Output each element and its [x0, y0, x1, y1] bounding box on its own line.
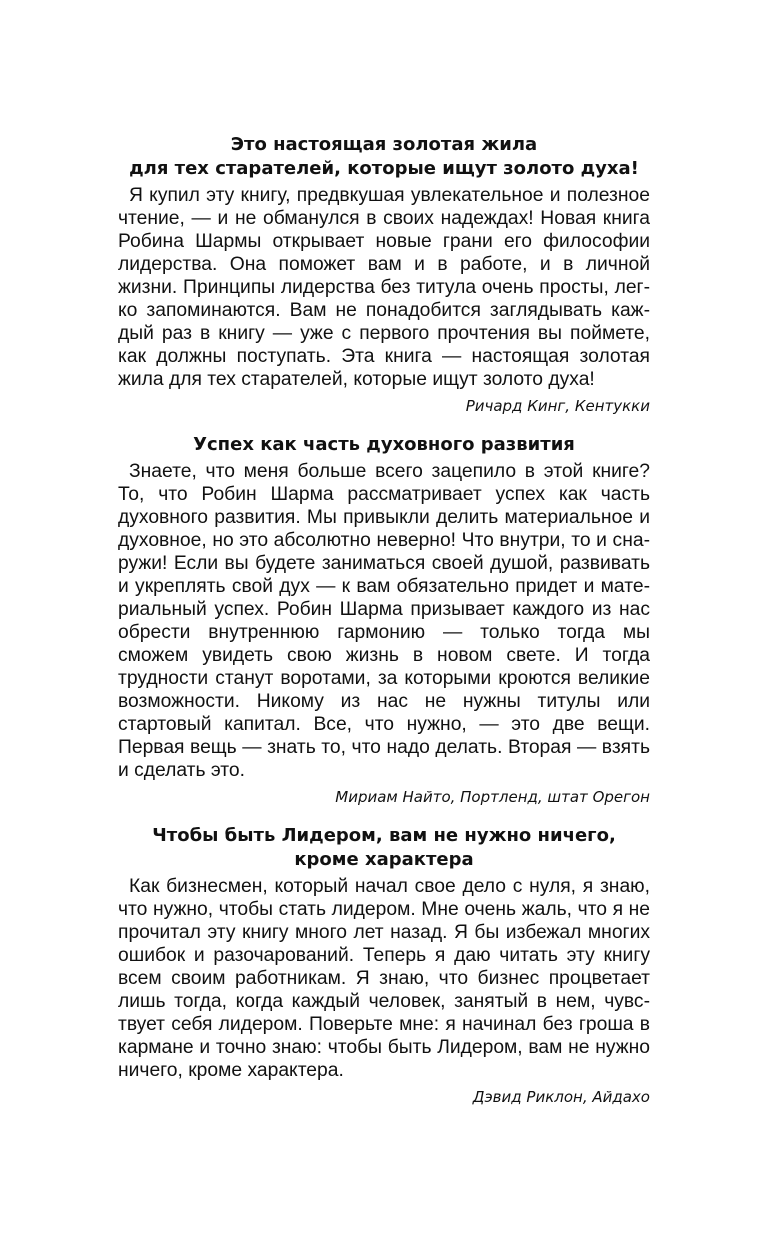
review-title — [118, 824, 650, 872]
review-title-line: Чтобы быть Лидером, вам не нужно ничего, — [152, 825, 616, 846]
review-title — [118, 433, 650, 457]
review-title-line: Успех как часть духовного развития — [193, 434, 575, 455]
review-author: Дэвид Риклон, Айдахо — [472, 1088, 650, 1106]
review-author: Мириам Найто, Портленд, штат Орегон — [335, 788, 650, 806]
review-author: Ричард Кинг, Кентукки — [465, 397, 650, 415]
review-3 — [118, 824, 650, 1108]
review-1 — [118, 133, 650, 417]
review-title-line: для тех старателей, которые ищут золото духа! — [129, 158, 639, 179]
review-2 — [118, 433, 650, 808]
book-page — [118, 133, 650, 1108]
review-title — [118, 133, 650, 181]
review-text: Я купил эту книгу, предвкушая увлекательное и полезное чтение, — и не обманулся в своих надеждах! Новая книга Робина Шармы открывает новые грани его философии лидерства. Она поможет вам и в работе, и в личной жизни. Принципы лидерства без титула очень просты, легко запоминаются. Вам не понадобится заглядывать каждый раз в книгу — уже с первого прочтения вы поймете, как должны поступать. Эта книга — настоящая золотая жила для тех старателей, которые ищут золото духа! — [118, 185, 650, 390]
review-text: Как бизнесмен, который начал свое дело с нуля, я знаю, что нужно, чтобы стать лидером. Мне очень жаль, что я не прочитал эту книгу много лет назад. Я бы избежал многих ошибок и разочарований. Теперь я даю читать эту книгу всем своим работникам. Я знаю, что бизнес процветает лишь тогда, когда каждый человек, занятый в нем, чувствует себя лидером. Поверьте мне: я начинал без гроша в кармане и точно знаю: чтобы быть Лидером, вам не нужно ничего, кроме характера. — [118, 876, 650, 1081]
review-text: Знаете, что меня больше всего зацепило в этой книге? То, что Робин Шарма рассматривает успех как часть духовного развития. Мы привыкли делить материальное и духовное, но это абсолютно неверно! Что внутри, то и снаружи! Если вы будете заниматься своей душой, развивать и укреплять свой дух — к вам обязательно придет и материальный успех. Робин Шарма призывает каждого из нас обрести внутреннюю гармонию — только тогда мы сможем увидеть свою жизнь в новом свете. И тогда трудности станут воротами, за которыми кроются великие возможности. Никому из нас не нужны титулы или стартовый капитал. Все, что нужно, — это две вещи. Первая вещь — знать то, что надо делать. Вторая — взять и сделать это. — [118, 461, 650, 781]
review-title-line: кроме характера — [294, 849, 474, 870]
review-title-line: Это настоящая золотая жила — [230, 134, 538, 155]
